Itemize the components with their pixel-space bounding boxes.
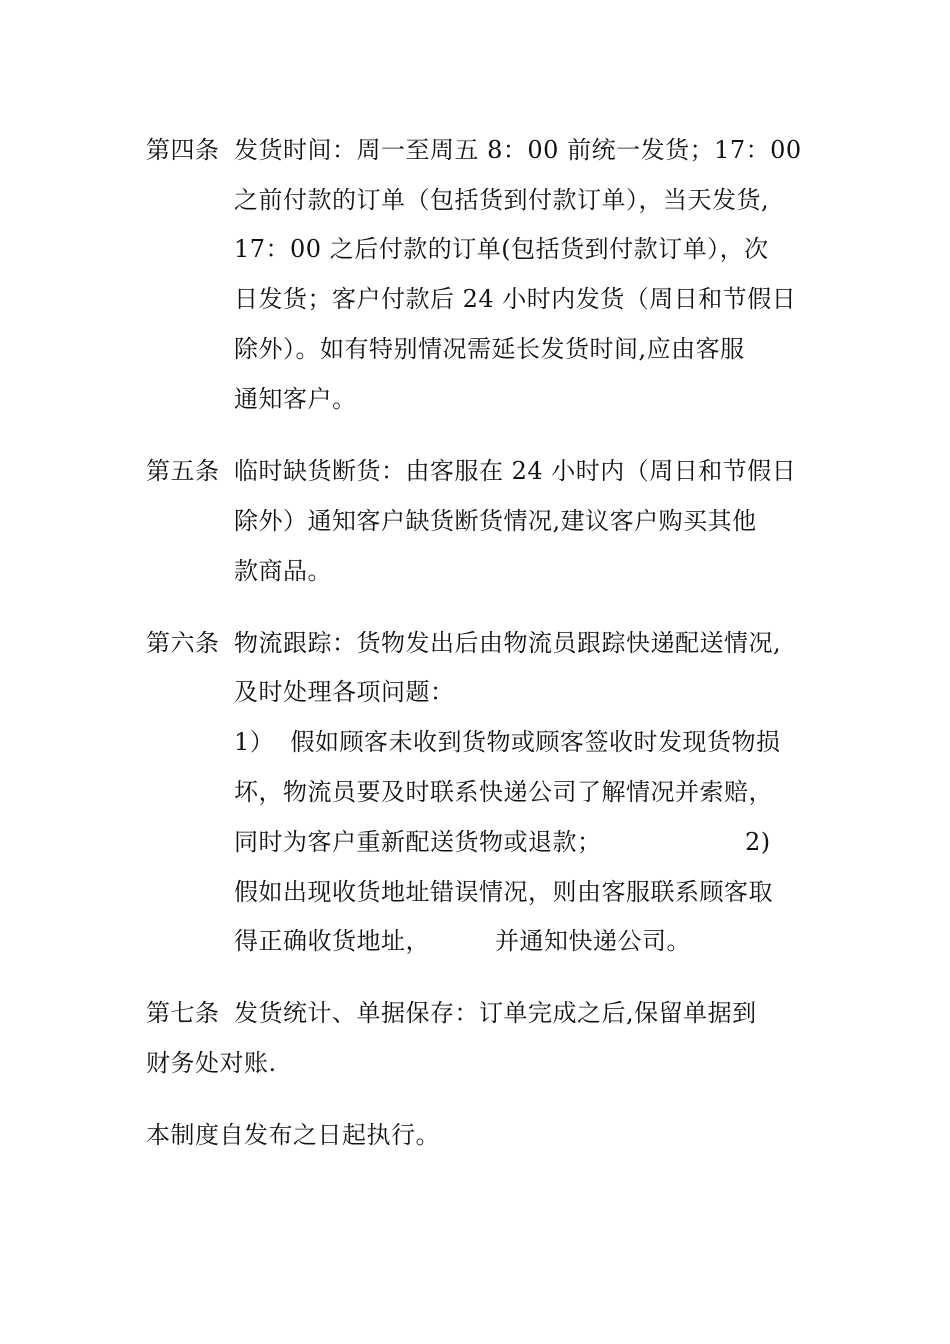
article-6-item-2-number: 2) <box>745 828 771 856</box>
article-6-line-2: 及时处理各项问题： <box>234 678 455 706</box>
article-4-line-2: 之前付款的订单（包括货到付款订单），当天发货, <box>234 186 770 214</box>
article-4-line-5: 除外）。如有特别情况需延长发货时间,应由客服 <box>234 335 745 363</box>
article-7-line-1: 发货统计、单据保存：订单完成之后,保留单据到 <box>234 999 757 1027</box>
article-4-line-4: 日发货；客户付款后 24 小时内发货（周日和节假日 <box>234 285 797 313</box>
article-4-line-1: 发货时间：周一至周五 8：00 前统一发货；17：00 <box>234 136 802 164</box>
article-4-line-6: 通知客户。 <box>234 385 357 413</box>
article-6-line-1: 物流跟踪：货物发出后由物流员跟踪快递配送情况, <box>234 629 782 657</box>
article-6-label: 第六条 <box>146 629 220 657</box>
article-4-label: 第四条 <box>146 136 220 164</box>
article-4-line-3: 17：00 之后付款的订单(包括货到付款订单），次 <box>234 235 769 263</box>
article-5-line-2: 除外）通知客户缺货断货情况,建议客户购买其他 <box>234 507 757 535</box>
article-5-line-3: 款商品。 <box>234 557 332 585</box>
article-7-continuation: 财务处对账. <box>146 1049 277 1077</box>
article-5-line-1: 临时缺货断货：由客服在 24 小时内（周日和节假日 <box>234 457 797 485</box>
article-6-item-1-line-2: 坏，物流员要及时联系快递公司了解情况并索赔， <box>234 778 773 806</box>
article-6-item-1-line-1: 1） 假如顾客未收到货物或顾客签收时发现货物损 <box>234 728 781 756</box>
article-6-item-1-line-3: 同时为客户重新配送货物或退款； <box>234 828 602 856</box>
article-5-label: 第五条 <box>146 457 220 485</box>
closing-statement: 本制度自发布之日起执行。 <box>146 1121 440 1149</box>
article-6-item-2-line-1: 假如出现收货地址错误情况，则由客服联系顾客取 <box>234 878 773 906</box>
article-7-label: 第七条 <box>146 999 220 1027</box>
article-6-item-2-line-2: 得正确收货地址， 并通知快递公司。 <box>234 927 692 955</box>
